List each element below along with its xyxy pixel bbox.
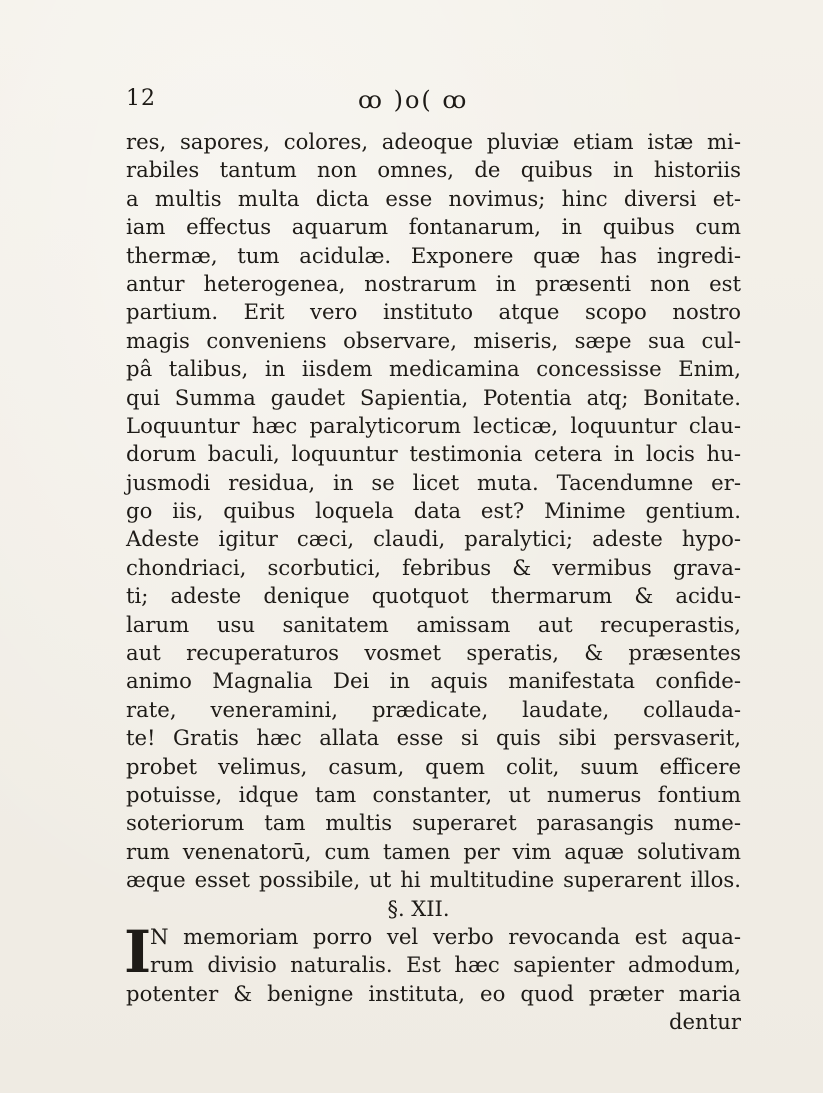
text-line: ti; adeste denique quotquot thermarum & acidu-	[126, 583, 741, 609]
text-line: larum usu sanitatem amissam aut recuperastis,	[126, 611, 741, 637]
page-header	[126, 86, 766, 116]
text-line: potenter & benigne instituta, eo quod præter maria	[126, 980, 741, 1006]
text-line: pâ talibus, in iisdem medicamina concessisse Enim,	[126, 356, 741, 382]
catchword: dentur	[668, 1009, 741, 1035]
text-line: rabiles tantum non omnes, de quibus in historiis	[126, 157, 741, 183]
text-line: te! Gratis hæc allata esse si quis sibi persvaserit,	[126, 725, 741, 751]
drop-cap: I	[124, 917, 152, 986]
text-line: rate, veneramini, prædicate, laudate, collauda-	[126, 696, 741, 722]
text-line: thermæ, tum acidulæ. Exponere quæ has ingredi-	[126, 242, 741, 268]
text-line: chondriaci, scorbutici, febribus & vermibus grava-	[126, 554, 741, 580]
text-line: a multis multa dicta esse novimus; hinc diversi et-	[126, 185, 741, 211]
text-line: magis conveniens observare, miseris, sæpe sua cul-	[126, 327, 741, 353]
text-line: æque esset possibile, ut hi multitudine superarent illos.	[126, 867, 741, 893]
section-heading: §. XII.	[387, 896, 450, 921]
text-line: rum venenatorū, cum tamen per vim aquæ solutivam	[126, 838, 741, 864]
text-line: rum divisio naturalis. Est hæc sapienter admodum,	[150, 952, 741, 978]
text-line: antur heterogenea, nostrarum in præsenti non est	[126, 270, 741, 296]
text-line: qui Summa gaudet Sapientia, Potentia atq; Bonitate.	[126, 384, 741, 410]
text-line: Loquuntur hæc paralyticorum lecticæ, loquuntur clau-	[126, 412, 741, 438]
text-line: potuisse, idque tam constanter, ut numerus fontium	[126, 781, 741, 807]
text-line: jusmodi residua, in se licet muta. Tacendumne er-	[126, 469, 741, 495]
text-line: probet velimus, casum, quem colit, suum efficere	[126, 753, 741, 779]
text-line: dorum baculi, loquuntur testimonia cetera in locis hu-	[126, 441, 741, 467]
text-line: go iis, quibus loquela data est? Minime gentium.	[126, 498, 741, 524]
body-text	[126, 128, 741, 1037]
text-line: soteriorum tam multis superaret parasangis nume-	[126, 810, 741, 836]
text-line: partium. Erit vero instituto atque scopo nostro	[126, 299, 741, 325]
dropcap-paragraph	[124, 917, 741, 986]
text-line: N memoriam porro vel verbo revocanda est aqua-	[150, 923, 741, 949]
text-line: res, sapores, colores, adeoque pluviæ etiam istæ mi-	[126, 129, 741, 154]
text-line: animo Magnalia Dei in aquis manifestata confide-	[126, 668, 741, 694]
running-head: ꝏ )o( ꝏ	[358, 86, 469, 114]
text-line: aut recuperaturos vosmet speratis, & præsentes	[126, 640, 741, 666]
page-number: 12	[126, 86, 156, 111]
text-line: Adeste igitur cæci, claudi, paralytici; adeste hypo-	[126, 526, 741, 552]
text-line: iam effectus aquarum fontanarum, in quibus cum	[126, 214, 741, 240]
